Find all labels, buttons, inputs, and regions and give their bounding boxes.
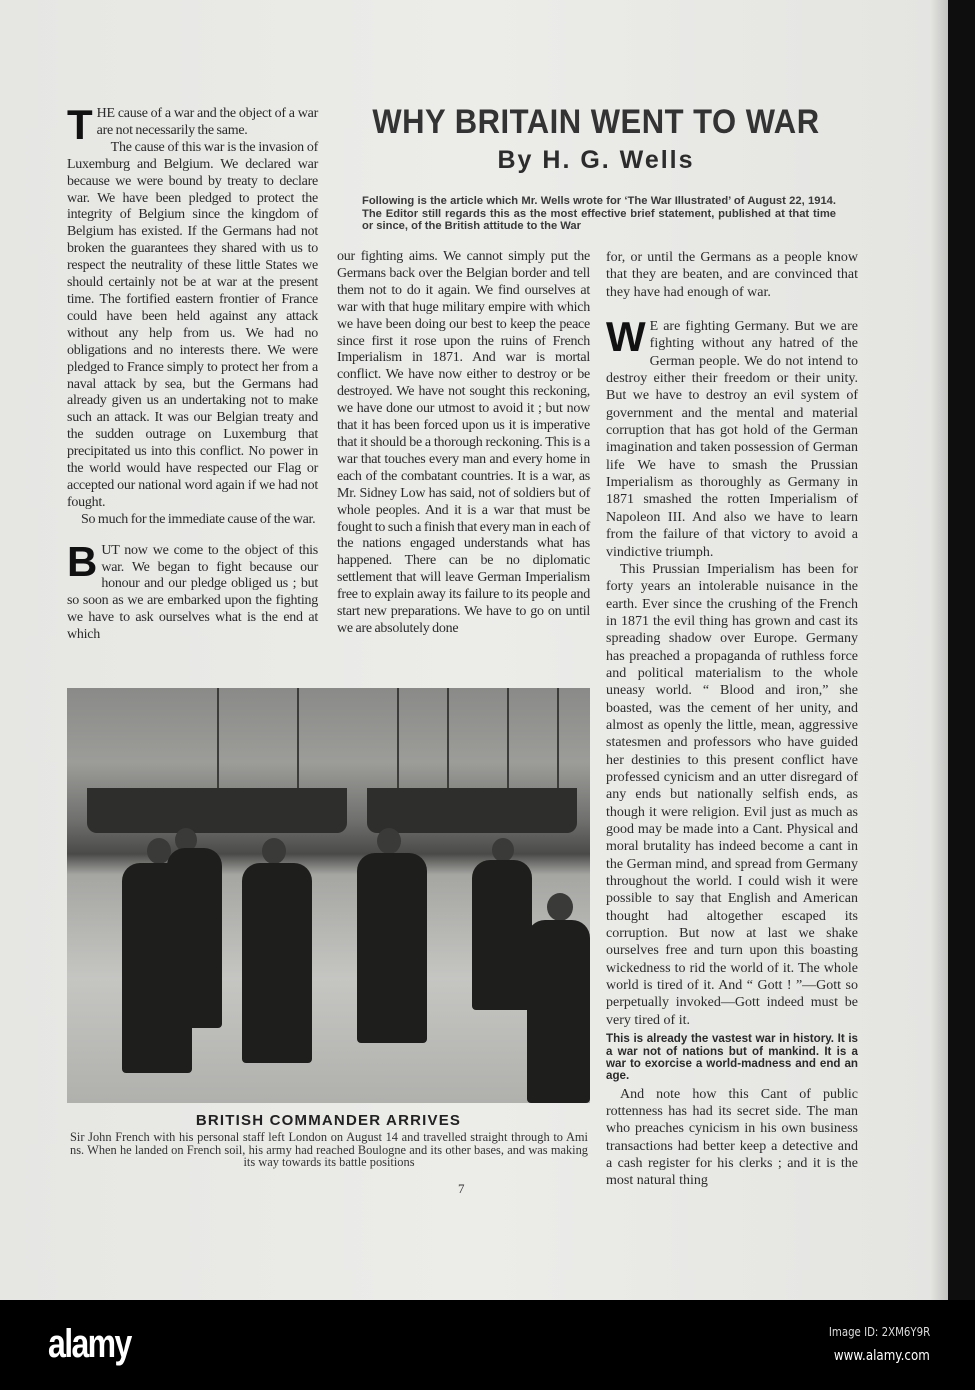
drop-cap: T (67, 101, 93, 148)
highlighted-paragraph: This is already the vastest war in history. It is a war not of nations but of mankind. It is a war to exorcise a world-madness and end an age. (606, 1032, 858, 1083)
paragraph: The cause of this war is the invasion of Luxemburg and Belgium. We declared war because we were bound by treaty to declare war. We have been pledged to protect the integrity of Belgium since the kingdom of Belgium has existed. If the Germans had not broken the guarantees they shared with us to respect the neutrality of these little States we should certainly not be at war at the present time. The fortified eastern frontier of France could have been held against any attack without any help from us. We had no obligations and no interests there. We were pledged to France simply to protect her from a naval attack by sea, but the Germans had already given us an undertaking not to make such an attack. It was our Belgian treaty and the sudden outrage on Luxemburg that precipitated us into this conflict. No power in the world would have respected our Flag or accepted our national word again if we had not fought. (67, 139, 318, 510)
site-url: www.alamy.com (834, 1348, 930, 1364)
paragraph (67, 101, 318, 148)
middle-column (337, 249, 590, 638)
paragraph: our fighting aims. We cannot simply put the Germans back over the Belgian border and tell them not to do it again. We find ourselves at war with that huge military empire with which we have been doing our best to keep the peace since first it rose upon the ruins of French Imperialism in 1871. And war is mortal conflict. We have now either to destroy or be destroyed. We have not sought this reckoning, we have done our utmost to avoid it ; but now that it has been forced upon us it is imperative that it should be a thorough reckoning. This is a war that touches every man and every home in each of the combatant countries. It is a war, as Mr. Sidney Low has said, not of soldiers but of whole peoples. And it is a war that must be fought to such a finish that every man in each of the nations engaged understands what has happened. There can be no diplomatic settlement that will leave German Imperialism free to explain away its failure to its people and start new preparations. We have to go on until we are absolutely done (337, 249, 590, 636)
paragraph: And note how this Cant of public rottenness has had its secret side. The man who preaches cynicism in his own business transactions had better keep a detective and a cash register for his clerks ; and it is the most natural thing (606, 1086, 858, 1189)
drop-cap: W (606, 313, 646, 361)
article-byline: By H. G. Wells (497, 146, 695, 174)
news-photo (67, 688, 590, 1103)
page-number: 7 (458, 1181, 465, 1196)
page-edge-shadow (930, 0, 948, 1300)
drop-cap: B (67, 537, 98, 585)
image-id: Image ID: 2XM6Y9R (828, 1325, 930, 1339)
article-intro: Following is the article which Mr. Wells wrote for ‘The War Illustrated’ of August 22, 1914. The Editor still regards this as the most effective brief statement, published at that time or since, of the British attitude to the War (362, 195, 836, 232)
paragraph (606, 313, 858, 561)
paragraph-text: E are fighting Germany. But we are fighting without any hatred of the German people. We do not intend to destroy either their freedom or their unity. But we have to destroy an evil system of government and the mental and material corruption that has got hold of the German imagination and taken possession of German life We have to smash the Prussian Imperialism as thoroughly as Germany in 1871 smashed the rotten Imperialism of Napoleon III. And also we have to learn from the failure of that victory to avoid a vindictive triumph. (606, 319, 858, 560)
photo-caption: Sir John French with his personal staff left London on August 14 and travelled straight through to Ami ns. When he landed on French soil, his army had reached Boulogne and its other bases, and was making its way towards its battle positions (70, 1130, 588, 1170)
paragraph-text: HE cause of a war and the object of a war are not necessarily the same. (96, 106, 318, 138)
right-column (606, 249, 858, 1190)
alamy-logo: alamy (48, 1322, 131, 1366)
paragraph: for, or until the Germans as a people know that they are beaten, and are convinced that they have had enough of war. (606, 250, 858, 300)
stock-photo-footer (0, 1300, 975, 1390)
left-column (67, 101, 318, 644)
article-title: WHY BRITAIN WENT TO WAR (372, 101, 820, 142)
paragraph (67, 537, 318, 644)
photo-caption-title: BRITISH COMMANDER ARRIVES (195, 1112, 462, 1129)
paragraph: So much for the immediate cause of the war. (81, 511, 316, 527)
paragraph: This Prussian Imperialism has been for forty years an intolerable nuisance in the earth. Ever since the crushing of the French in 1871 the evil thing has grown and cast its spreading shadow over Europe. Germany has preached a propaganda of ruthless force and political materialism to the whole uneasy world. “ Blood and iron,” she boasted, was the cement of her unity, and almost as openly the little, mean, aggressive statesmen and professors who have guided her destinies to this present conflict have professed cynicism and an utter disregard of any ends but nationally selfish ends, as though it were religion. Evil just as much as good may be made into a Cant. Physical and moral brutality has indeed become a cant in the German mind, and spread from Germany throughout the world. I could wish it were possible to say that English and American thought had altogether escaped its corruption. But now at last we shake ourselves free and turn upon this boasting wickedness to rid the world of it. The whole world is tired of it. And “ Gott ! ”—Gott so perpetually invoked—Gott indeed must be very tired of it. (606, 561, 858, 1028)
paragraph-text: UT now we come to the object of this war. We began to fight because our honour and our pledge obliged us ; but so soon as we are embarked upon the fighting we have to ask ourselves what is the end at which (67, 542, 318, 643)
